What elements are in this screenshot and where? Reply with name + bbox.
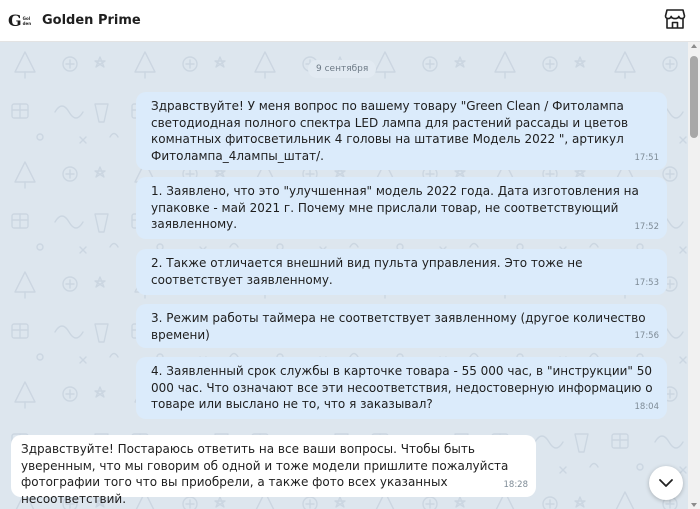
logo-small-text [23,16,31,26]
chat-area[interactable] [0,42,700,509]
message-time: 17:56 [634,330,659,341]
message-text: 1. Заявлено, что это "улучшенная" модель 2022 года. Дата изготовления на упаковке - май 2021 г. Почему мне прислали товар, не соответствующий заявленному. [151,184,639,231]
chevron-down-icon [658,478,674,488]
message-time: 18:04 [634,401,659,412]
store-icon [664,8,686,30]
chat-scrollbar[interactable] [688,42,700,509]
logo-letter: G [8,10,22,30]
message-outgoing[interactable] [136,357,667,419]
message-outgoing[interactable] [136,92,667,170]
message-outgoing[interactable] [136,304,667,348]
scrollbar-thumb[interactable] [690,56,698,138]
scroll-up-arrow[interactable] [691,44,697,48]
message-text: 2. Также отличается внешний вид пульта управления. Это тоже не соответствует заявленному. [151,256,583,287]
logo-line-1: Gol [22,15,31,21]
shop-logo [8,10,32,32]
message-incoming[interactable] [11,435,536,506]
message-time: 17:51 [634,152,659,163]
date-separator: 9 сентября [308,60,376,78]
message-text: Здравствуйте! У меня вопрос по вашему товару "Green Clean / Фитолампа светодиодная полного спектра LED лампа для растений рассады и цветов комнатных фитосветильник 4 головы на штативе Модель 2022 ", артикул Фитолампа_4лампы_штат/. [151,99,629,163]
message-outgoing[interactable] [136,249,667,295]
logo-line-2: den [22,20,32,26]
shop-name[interactable]: Golden Prime [42,13,141,28]
message-text: Здравствуйте! Постараюсь ответить на все ваши вопросы. Чтобы быть уверенным, что мы говорим об одной и тоже модели пришлите пожалуйста фотографии того что вы приобрели, а также фото всех указанных несоответствий. [21,442,509,506]
store-button[interactable] [664,8,686,30]
message-time: 18:28 [503,479,528,490]
message-text: 3. Режим работы таймера не соответствует заявленному (другое количество времени) [151,311,646,342]
scroll-down-arrow[interactable] [691,503,697,507]
chat-header [0,0,700,42]
message-time: 17:52 [634,221,659,232]
message-time: 17:53 [634,277,659,288]
message-text: 4. Заявленный срок службы в карточке товара - 55 000 час, в "инструкции" 50 000 час. Что означают все эти несоответствия, недостоверную информацию о товаре или выслано не то, что я заказывал? [151,364,653,411]
message-outgoing[interactable] [136,177,667,239]
scroll-to-bottom-button[interactable] [649,466,683,500]
